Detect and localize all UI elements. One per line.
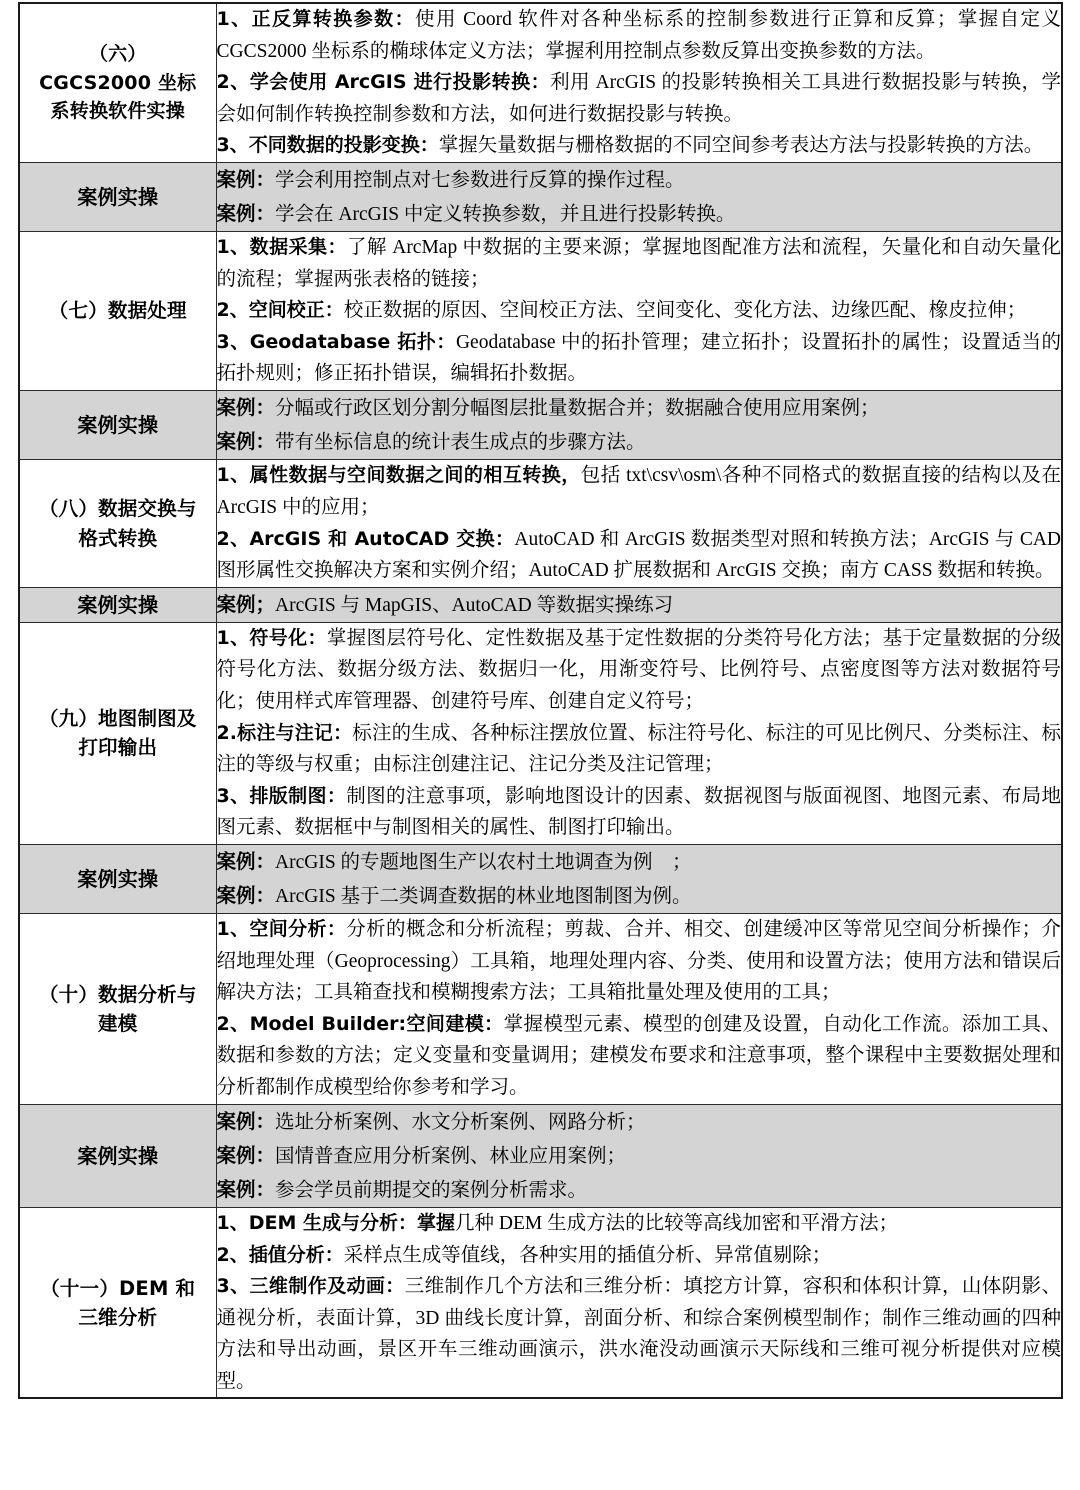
content-item-lead: 案例； [216,592,276,616]
content-item-lead: 3、三维制作及动画： [216,1275,405,1298]
content-item [217,1240,1062,1272]
content-item [217,718,1062,781]
table-row [19,391,1062,460]
content-item-text: 选址分析案例、水文分析案例、网路分析； [275,1111,646,1133]
content-item-lead: 案例： [216,883,276,907]
row-title-cell [19,391,216,460]
content-item-lead: 2、插值分析： [216,1243,344,1266]
content-item [217,232,1062,295]
content-item-lead: 2、空间校正： [216,299,344,322]
content-item [217,588,1062,622]
syllabus-table-body [19,3,1062,1398]
row-title-line: 案例实操 [77,592,159,617]
content-item [217,1105,1062,1139]
content-item [217,197,1062,231]
row-content-cell [216,232,1062,391]
content-item-lead: 3、不同数据的投影变换： [216,134,439,157]
row-title-line: （七）数据处理 [48,299,187,323]
content-item [217,781,1062,844]
content-item [217,1173,1062,1207]
content-item-lead: 1、数据采集： [216,236,347,259]
content-item-lead: 1、正反算转换参数： [216,8,416,30]
content-item-lead: 案例： [216,202,276,226]
row-content-cell [216,587,1062,622]
syllabus-table [18,2,1063,1399]
content-item-text: 包括 txt\csv\osm\各种不同格式的数据直接的结构以及在 ArcGIS 中的应用； [216,465,1061,518]
content-item-text: 掌握矢量数据与栅格数据的不同空间参考表达方法与投影转换的方法。 [438,135,1044,157]
row-title-cell [19,460,216,587]
table-row [19,1208,1062,1399]
content-item [217,914,1062,1009]
content-item-lead: 1、DEM 生成与分析：掌握 [216,1212,455,1235]
content-item [217,623,1062,718]
row-title-cell [19,232,216,391]
content-item-text: 掌握模型元素、模型的创建及设置，自动化工作流。添加工具、数据和参数的方法；定义变量和变量调用；建模发布要求和注意事项，整个课程中主要数据处理和分析都制作成模型给你参考和学习。 [216,1013,1061,1099]
content-item-lead: 案例： [216,849,276,873]
row-title-line: （六） [88,43,147,66]
content-item-text: 国情普查应用分析案例、林业应用案例； [275,1145,627,1167]
content-item-text: 几种 DEM 生成方法的比较等高线加密和平滑方法； [455,1213,899,1235]
content-item-text: ArcGIS 基于二类调查数据的林业地图制图为例。 [275,885,692,907]
content-item-lead: 案例： [216,396,276,420]
content-item [217,130,1062,162]
row-title-cell [19,1104,216,1207]
row-title-cell [19,587,216,622]
content-item-lead: 1、属性数据与空间数据之间的相互转换， [216,464,581,487]
row-title-line: 系转换软件实操 [50,100,185,123]
content-item-text: 分幅或行政区划分割分幅图层批量数据合并；数据融合使用应用案例； [275,398,880,420]
table-row [19,232,1062,391]
content-item [217,524,1062,587]
row-title-line: （九）地图制图及 [38,707,197,731]
row-title-cell [19,844,216,913]
content-item-lead: 1、空间分析： [216,918,347,941]
content-item [217,1139,1062,1173]
row-content-cell [216,1208,1062,1399]
row-content-cell [216,844,1062,913]
content-item-text: 带有坐标信息的统计表生成点的步骤方法。 [275,432,646,454]
content-item-text: 三维制作几个方法和三维分析：填挖方计算，容积和体积计算，山体阴影、通视分析，表面计算，3D 曲线长度计算，剖面分析、和综合案例模型制作；制作三维动画的四种方法和导出动画，景区开车三维动画演示，洪水淹没动画演示天际线和三维可视分析提供对应模型。 [216,1276,1061,1392]
row-title-cell [19,3,216,162]
content-item-lead: 3、Geodatabase 拓扑： [216,330,456,353]
content-item-text: 制图的注意事项，影响地图设计的因素、数据视图与版面视图、地图元素、布局地图元素、数据框中与制图相关的属性、制图打印输出。 [216,785,1061,839]
row-content-cell [216,3,1062,162]
content-item-text: 利用 ArcGIS 的投影转换相关工具进行数据投影与转换，学会如何制作转换控制参数和方法，如何进行数据投影与转换。 [216,72,1061,125]
content-item-text: 掌握图层符号化、定性数据及基于定性数据的分类符号化方法；基于定量数据的分级符号化方法、数据分级方法、数据归一化，用渐变符号、比例符号、点密度图等方法对数据符号化；使用样式库管理器、创建符号库、创建自定义符号； [216,627,1061,712]
row-title-line: 案例实操 [77,413,159,438]
content-item-lead: 案例： [216,1143,276,1167]
content-item-lead: 案例： [216,167,276,191]
row-title-line: CGCS2000 坐标 [39,71,197,94]
content-item-text: 参会学员前期提交的案例分析需求。 [275,1179,588,1201]
row-content-cell [216,622,1062,844]
row-title-line: 格式转换 [78,526,158,550]
content-item-text: 学会利用控制点对七参数进行反算的操作过程。 [275,169,685,191]
table-row [19,844,1062,913]
content-item-text: AutoCAD 和 ArcGIS 数据类型对照和转换方法；ArcGIS 与 CAD 图形属性交换解决方案和实例介绍；AutoCAD 扩展数据和 ArcGIS 交换；南方 CASS 数据和转换。 [216,528,1061,582]
row-title-line: （十）数据分析与 [38,982,197,1006]
content-item-text: 标注的生成、各种标注摆放位置、标注符号化、标注的可见比例尺、分类标注、标注的等级与权重；由标注创建注记、注记分类及注记管理； [216,722,1061,776]
table-row [19,3,1062,162]
content-item [217,4,1062,67]
content-item-lead: 2、Model Builder:空间建模： [216,1012,504,1035]
content-item-text: ArcGIS 的专题地图生产以农村土地调查为例 ； [275,851,692,873]
content-item-text: 校正数据的原因、空间校正方法、空间变化、变化方法、边缘匹配、橡皮拉伸； [343,300,1027,322]
row-title-line: （十一）DEM 和 [40,1276,196,1300]
content-item-lead: 1、符号化： [216,626,327,649]
content-item [217,425,1062,459]
content-item [217,845,1062,879]
row-title-line: 案例实操 [77,866,159,891]
table-row [19,1104,1062,1207]
row-content-cell [216,460,1062,587]
row-content-cell [216,162,1062,231]
row-title-cell [19,1208,216,1399]
table-row [19,162,1062,231]
content-item [217,327,1062,390]
row-title-line: 案例实操 [77,1143,159,1168]
content-item-text: 学会在 ArcGIS 中定义转换参数，并且进行投影转换。 [275,204,736,226]
content-item-lead: 案例： [216,1109,276,1133]
content-item-lead: 2、学会使用 ArcGIS 进行投影转换： [216,71,551,94]
row-title-line: 建模 [98,1011,138,1035]
content-item [217,1009,1062,1104]
content-item-lead: 3、排版制图： [216,784,347,807]
content-item-text: 了解 ArcMap 中数据的主要来源；掌握地图配准方法和流程，矢量化和自动矢量化的流程；掌握两张表格的链接； [216,237,1061,290]
content-item-text: 分析的概念和分析流程；剪裁、合并、相交、创建缓冲区等常见空间分析操作；介绍地理处理（Geoprocessing）工具箱，地理处理内容、分类、使用和设置方法；使用方法和错误后解决方法；工具箱查找和模糊搜索方法；工具箱批量处理及使用的工具； [216,919,1061,1004]
row-title-line: 三维分析 [78,1305,158,1329]
table-row [19,622,1062,844]
content-item [217,67,1062,130]
content-item [217,391,1062,425]
row-title-line: （八）数据交换与 [38,497,197,521]
content-item-text: Geodatabase 中的拓扑管理；建立拓扑；设置拓扑的属性；设置适当的拓扑规则；修正拓扑错误，编辑拓扑数据。 [216,331,1061,385]
row-title-line: 打印输出 [78,736,158,760]
content-item-lead: 案例： [216,1177,276,1201]
table-row [19,460,1062,587]
table-row [19,914,1062,1104]
content-item-text: 使用 Coord 软件对各种坐标系的控制参数进行正算和反算；掌握自定义 CGCS2000 坐标系的椭球体定义方法；掌握利用控制点参数反算出变换参数的方法。 [216,9,1061,62]
content-item-lead: 2.标注与注记： [216,721,353,744]
content-item-lead: 2、ArcGIS 和 AutoCAD 交换： [216,527,515,550]
row-title-cell [19,914,216,1104]
row-title-line: 案例实操 [77,185,159,210]
row-content-cell [216,391,1062,460]
row-title-cell [19,162,216,231]
row-title-cell [19,622,216,844]
content-item [217,163,1062,197]
content-item-lead: 案例： [216,430,276,454]
content-item-text: ArcGIS 与 MapGIS、AutoCAD 等数据实操练习 [275,594,674,616]
content-item-text: 采样点生成等值线，各种实用的插值分析、异常值剔除； [343,1244,832,1266]
content-item [217,879,1062,913]
content-item [217,1271,1062,1397]
row-content-cell [216,1104,1062,1207]
content-item [217,460,1062,523]
row-content-cell [216,914,1062,1104]
table-row [19,587,1062,622]
content-item [217,1208,1062,1240]
content-item [217,295,1062,327]
